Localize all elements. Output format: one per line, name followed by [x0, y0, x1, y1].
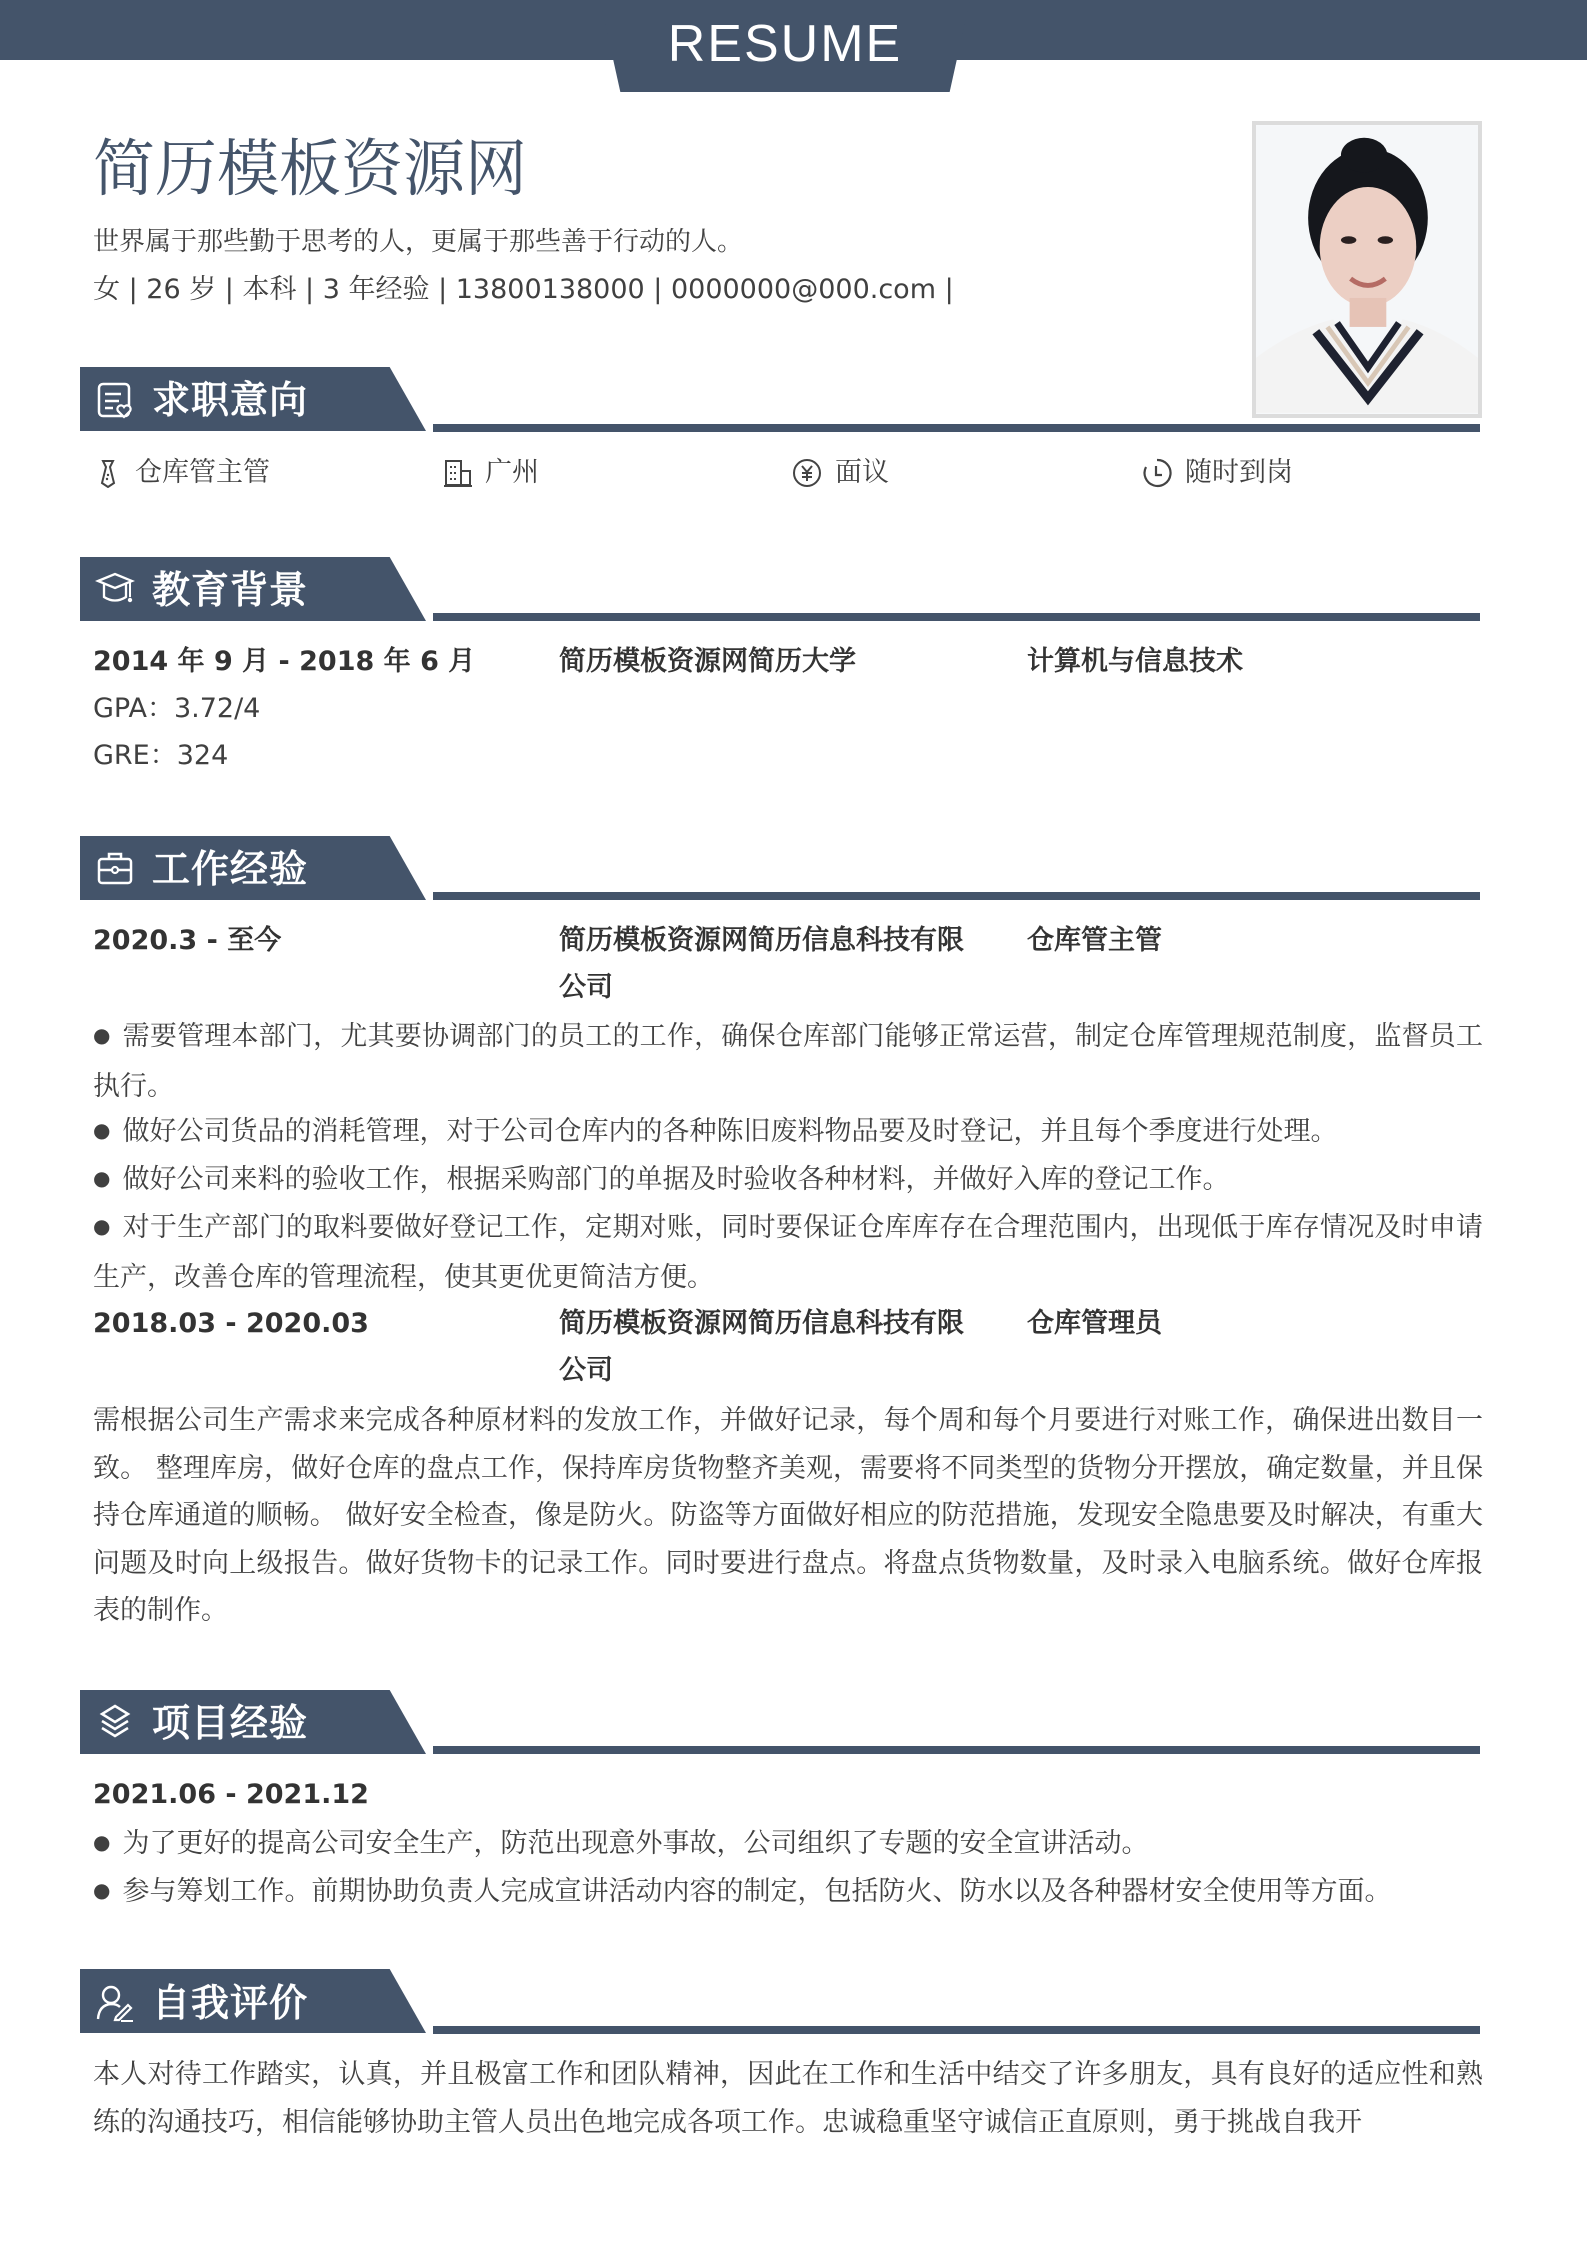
job-description: 需根据公司生产需求来完成各种原材料的发放工作，并做好记录，每个周和每个月要进行对账工作，确保进出数目一致。 整理库房，做好仓库的盘点工作，保持库房货物整齐美观，需要将不同类型的货物分开摆放，确定数量，并且保持仓库通道的顺畅。 做好安全检查，像是防火。防盗等方面做好相应的防范措施，发现安全隐患要及时解决，有重大问题及时向上级报告。做好货物卡的记录工作。同时要进行盘点。将盘点货物数量，及时录入电脑系统。做好仓库报表的制作。 — [93, 1405, 1483, 1626]
section-title-self: 自我评价 — [152, 1981, 309, 2025]
yen-icon — [792, 458, 822, 488]
tie-icon — [93, 458, 123, 488]
motto: 世界属于那些勤于思考的人，更属于那些善于行动的人。 — [93, 227, 744, 257]
intent-salary: 面议 — [835, 457, 889, 488]
job-bullet: ● 做好公司来料的验收工作，根据采购部门的单据及时验收各种材料，并做好入库的登记工作。 — [93, 1156, 1483, 1206]
education-gre: GRE：324 — [93, 740, 229, 771]
section-title-work: 工作经验 — [152, 847, 309, 891]
job-bullet: ● 对于生产部门的取料要做好登记工作，定期对账，同时要保证仓库库存在合理范围内，出现低于库存情况及时申请生产，改善仓库的管理流程，使其更优更简洁方便。 — [93, 1204, 1483, 1301]
section-divider — [433, 892, 1480, 900]
clock-icon — [1142, 458, 1172, 488]
section-title-project: 项目经验 — [152, 1701, 309, 1745]
briefcase-icon — [95, 848, 135, 888]
project-bullet: ● 参与筹划工作。前期协助负责人完成宣讲活动内容的制定，包括防火、防水以及各种器材安全使用等方面。 — [93, 1868, 1483, 1918]
education-gpa: GPA：3.72/4 — [93, 693, 261, 724]
job-company: 简历模板资源网简历信息科技有限 — [559, 925, 964, 956]
resume-title: RESUME — [667, 15, 903, 73]
resume-heart-icon — [95, 380, 135, 420]
job-company-cont: 公司 — [559, 1355, 613, 1386]
section-title-education: 教育背景 — [152, 568, 309, 612]
intent-availability: 随时到岗 — [1185, 457, 1293, 488]
education-major: 计算机与信息技术 — [1027, 646, 1243, 677]
job-company: 简历模板资源网简历信息科技有限 — [559, 1308, 964, 1339]
section-divider — [433, 613, 1480, 621]
section-divider — [433, 1746, 1480, 1754]
education-school: 简历模板资源网简历大学 — [559, 646, 856, 677]
personal-info: 女 | 26 岁 | 本科 | 3 年经验 | 13800138000 | 0000000@000.com | — [93, 274, 954, 305]
job-period: 2018.03 - 2020.03 — [93, 1308, 369, 1339]
job-position: 仓库管理员 — [1027, 1308, 1162, 1339]
job-company-cont: 公司 — [559, 972, 613, 1003]
building-icon — [443, 458, 473, 488]
project-bullet: ● 为了更好的提高公司安全生产，防范出现意外事故，公司组织了专题的安全宣讲活动。 — [93, 1820, 1483, 1870]
layers-icon — [95, 1702, 135, 1742]
graduation-cap-icon — [95, 569, 135, 609]
portrait-photo — [1252, 121, 1482, 418]
self-evaluation-text: 本人对待工作踏实，认真，并且极富工作和团队精神，因此在工作和生活中结交了许多朋友，具有良好的适应性和熟练的沟通技巧，相信能够协助主管人员出色地完成各项工作。忠诚稳重坚守诚信正直原则，勇于挑战自我开 — [93, 2059, 1483, 2138]
job-position: 仓库管主管 — [1027, 925, 1162, 956]
project-period: 2021.06 - 2021.12 — [93, 1779, 369, 1810]
job-bullet: ● 需要管理本部门，尤其要协调部门的员工的工作，确保仓库部门能够正常运营，制定仓库管理规范制度，监督员工执行。 — [93, 1013, 1483, 1110]
education-period: 2014 年 9 月 - 2018 年 6 月 — [93, 646, 476, 677]
portrait-image — [1256, 125, 1478, 414]
section-divider — [433, 2026, 1480, 2034]
job-period: 2020.3 - 至今 — [93, 925, 282, 956]
job-bullet: ● 做好公司货品的消耗管理，对于公司仓库内的各种陈旧废料物品要及时登记，并且每个季度进行处理。 — [93, 1108, 1483, 1158]
section-divider — [433, 424, 1480, 432]
candidate-name: 简历模板资源网 — [93, 132, 528, 205]
user-edit-icon — [95, 1983, 135, 2023]
intent-city: 广州 — [485, 457, 539, 488]
intent-position: 仓库管主管 — [135, 457, 270, 488]
section-title-intent: 求职意向 — [152, 378, 309, 422]
